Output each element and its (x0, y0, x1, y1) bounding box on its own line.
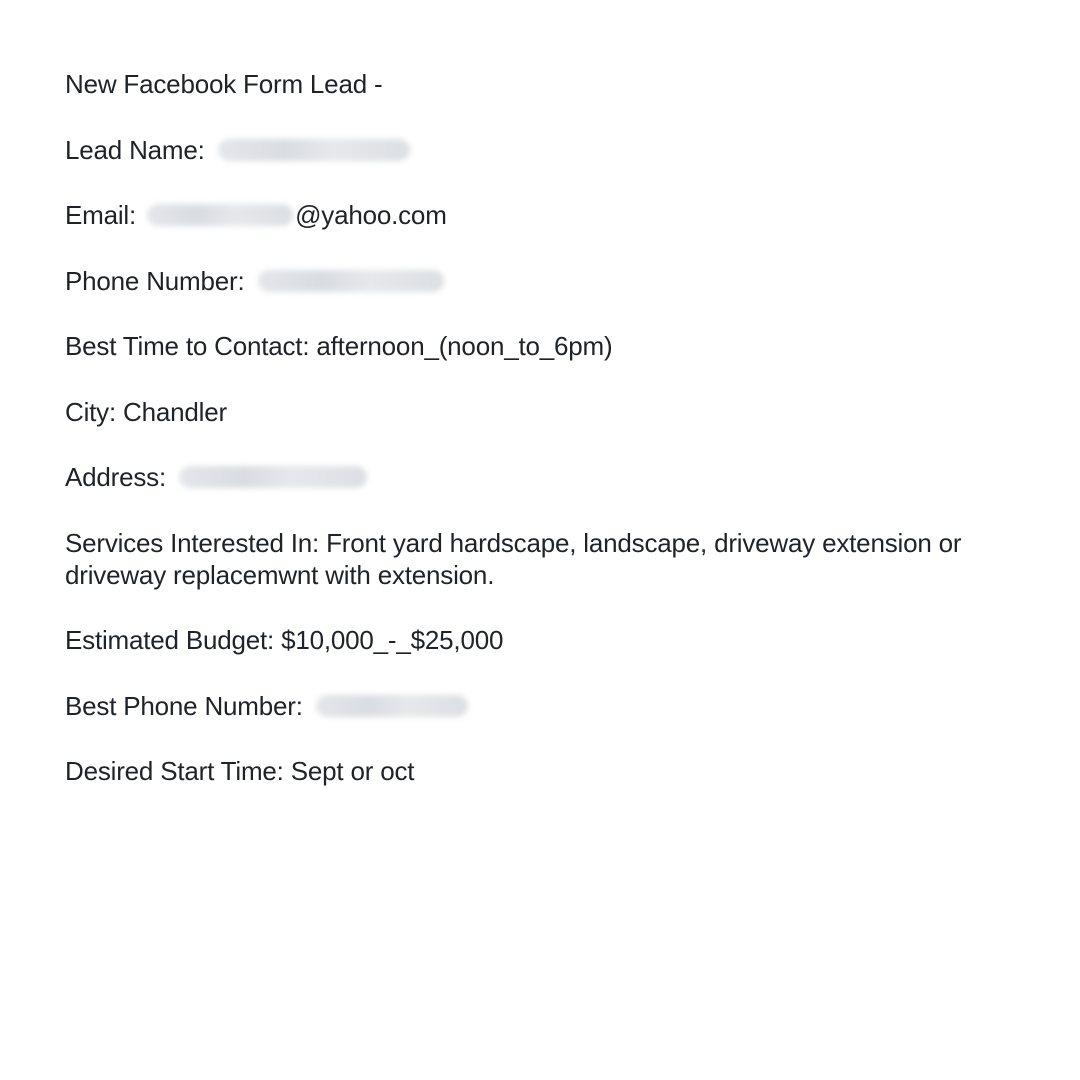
lead-name-redacted (218, 139, 410, 161)
city-value: Chandler (123, 396, 227, 427)
city-row (65, 396, 1025, 428)
start-time-label: Desired Start Time: (65, 756, 284, 786)
budget-label: Estimated Budget: (65, 625, 275, 655)
best-time-label: Best Time to Contact: (65, 331, 310, 361)
email-row (65, 199, 1025, 231)
email-user-redacted (147, 204, 293, 226)
best-time-value: afternoon_(noon_to_6pm) (316, 331, 613, 361)
address-label: Address: (65, 462, 167, 492)
start-time-value: Sept or oct (290, 756, 415, 786)
best-phone-row (65, 690, 1025, 722)
lead-name-row (65, 134, 1025, 166)
lead-heading (65, 68, 1025, 100)
phone-redacted (258, 270, 444, 292)
email-domain: @yahoo.com (295, 200, 447, 230)
address-redacted (179, 466, 367, 488)
best-phone-label: Best Phone Number: (65, 690, 303, 721)
phone-label: Phone Number: (65, 265, 245, 296)
budget-value: $10,000_-_$25,000 (281, 625, 504, 655)
lead-email-body (65, 68, 1025, 821)
lead-name-label: Lead Name: (65, 134, 205, 165)
services-label: Services Interested In: (65, 527, 320, 558)
services-row (65, 527, 1025, 591)
city-label: City: (65, 396, 117, 427)
address-row (65, 461, 1025, 493)
services-value: Front yard hardscape, landscape, driveway extension or driveway replacemwnt with extension. (65, 527, 962, 590)
budget-row (65, 624, 1025, 656)
best-phone-redacted (316, 695, 468, 717)
email-label: Email: (65, 200, 137, 230)
heading-text: New Facebook Form Lead - (65, 69, 383, 99)
start-time-row (65, 755, 1025, 787)
best-time-row (65, 330, 1025, 362)
phone-row (65, 265, 1025, 297)
